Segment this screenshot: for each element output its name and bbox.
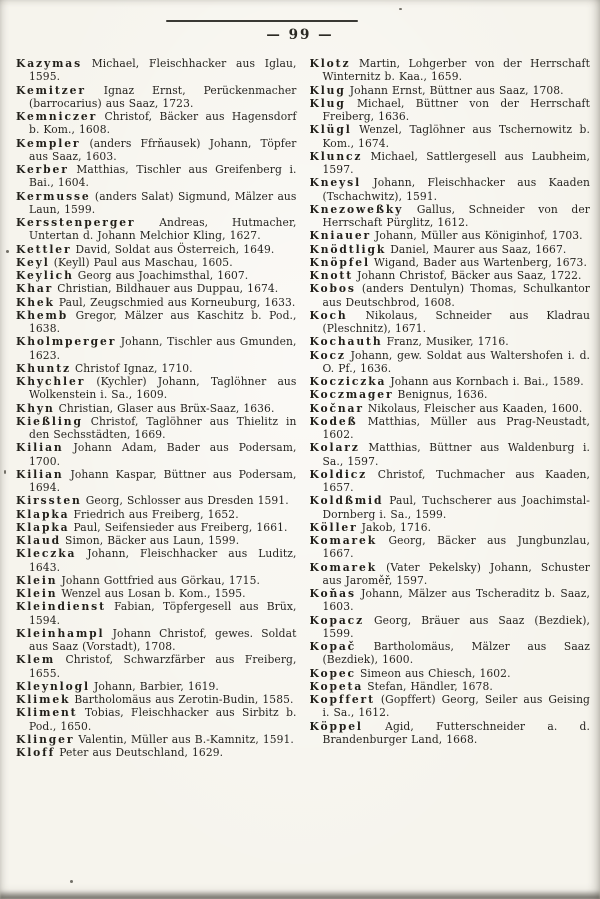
entry-details: Nikolaus, Fleischer aus Kaaden, 1600. [367,401,583,415]
register-entry [16,574,297,587]
register-entry [16,296,297,309]
entry-surname: Khemb [16,308,69,322]
entry-details: Christof, Schwarzfärber aus Freiberg, 1655. [29,653,297,680]
entry-surname: Klinger [16,732,75,746]
entry-details: Simon, Bäcker aus Laun, 1599. [65,534,240,547]
register-entry [16,282,297,295]
entry-details: Fabian, Töpfergesell aus Brüx, 1594. [29,600,297,627]
register-entry [310,97,591,124]
register-entry [310,693,591,720]
entry-surname: Kleinhampl [16,626,105,640]
register-entry [310,375,591,388]
entry-surname: Keyl [16,255,50,269]
entry-surname: Kliment [16,706,78,720]
entry-surname: Koňas [309,587,356,600]
register-entry [310,667,591,680]
entry-details: Peter aus Deutschland, 1629. [59,746,224,759]
entry-surname: Klimek [16,693,71,706]
entry-details: Stefan, Händler, 1678. [367,679,493,693]
entry-surname: Knott [309,269,354,282]
entry-details: Benignus, 1636. [397,388,488,402]
entry-surname: Klapka [16,507,70,521]
register-entry [310,282,591,309]
entry-surname: Khuntz [16,361,72,375]
register-entry [16,402,297,415]
entry-details: Georg, Schlosser aus Dresden 1591. [85,494,289,508]
register-entry [310,203,591,230]
entry-details: Agid, Futterschneider a. d. Brandenburger Land, 1668. [322,719,590,746]
register-entry [16,441,297,468]
register-entry [310,468,591,495]
entry-details: Christof, Bäcker aus Hagensdorf b. Kom., 1608. [29,110,297,137]
entry-details: (anders Salat) Sigmund, Mälzer aus Laun, 1599. [29,189,297,216]
entry-details: Michael, Sattlergesell aus Laubheim, 1597. [322,149,590,176]
entry-details: Gallus, Schneider von der Herrschaft Pürglitz, 1612. [322,202,590,229]
entry-surname: Kholmperger [16,335,117,349]
entry-surname: Khar [16,282,54,296]
entry-details: Bartholomäus aus Zerotin-Budin, 1585. [74,693,294,706]
register-entry [16,494,297,507]
entry-surname: Kleindienst [16,600,106,614]
register-entry [16,547,297,574]
entry-surname: Klug [309,83,346,97]
register-entry [16,600,297,627]
entry-details: Johann Ernst, Büttner aus Saaz, 1708. [349,83,564,97]
register-entry [16,309,297,336]
register-entry [310,720,591,747]
entry-surname: Kochauth [309,335,383,349]
register-entry [16,733,297,746]
entry-details: David, Soldat aus Österreich, 1649. [75,242,275,256]
register-entry [16,415,297,442]
register-entry [310,256,591,269]
entry-details: Paul, Zeugschmied aus Korneuburg, 1633. [58,295,296,309]
entry-details: (Keyll) Paul aus Maschau, 1605. [53,255,233,269]
entry-details: Wigand, Bader aus Wartenberg, 1673. [373,255,587,269]
register-entry [16,746,297,759]
entry-details: Christian, Bildhauer aus Duppau, 1674. [57,282,279,296]
entry-surname: Kempler [16,136,81,150]
entry-details: Johann Adam, Bader aus Podersam, 1700. [29,441,297,468]
register-entry [310,402,591,415]
entry-details: Georg, Bräuer aus Saaz (Bezdiek), 1599. [322,613,591,640]
entry-surname: Komarek [309,534,378,547]
left-column [16,57,297,759]
entry-surname: Kirssten [16,494,82,508]
entry-details: Simeon aus Chiesch, 1602. [359,666,511,680]
entry-details: Georg aus Joachimsthal, 1607. [77,269,249,282]
entry-details: Johann, Barbier, 1619. [93,679,219,693]
scan-artifact-top-line [166,20,358,22]
register-entry [16,216,297,243]
register-entry [310,309,591,336]
register-entry [16,57,297,84]
entry-details: Jakob, 1716. [361,520,432,534]
entry-surname: Klug [309,96,346,110]
entry-surname: Kloff [16,746,56,759]
entry-surname: Kobos [309,282,356,296]
scan-speck [70,880,73,883]
page-number: — 99 — [266,27,334,43]
entry-details: Andreas, Hutmacher, Untertan d. Johann Melchior Kling, 1627. [29,216,297,243]
entry-details: Paul, Seifensieder aus Freiberg, 1661. [73,520,288,534]
entry-surname: Kniauer [309,229,372,243]
entry-surname: Klaud [16,534,62,547]
register-entry [310,335,591,348]
entry-details: Franz, Musiker, 1716. [386,335,509,349]
scan-speck [4,470,6,474]
register-entry [16,190,297,217]
entry-surname: Kopec [309,666,356,680]
register-entry [16,335,297,362]
entry-surname: Kilian [16,467,64,481]
entry-details: Daniel, Maurer aus Saaz, 1667. [390,242,567,256]
entry-details: Ignaz Ernst, Perückenmacher (barrocarius) aus Saaz, 1723. [29,83,297,110]
register-entry [16,163,297,190]
register-entry [16,706,297,733]
entry-details: Bartholomäus, Mälzer aus Saaz (Bezdiek), 1600. [322,640,590,667]
entry-surname: Köller [309,520,358,534]
entry-details: Christof Ignaz, 1710. [75,361,193,375]
entry-surname: Koczmager [309,388,394,402]
entry-details: Christian, Glaser aus Brüx-Saaz, 1636. [58,401,275,415]
register-entry [16,84,297,111]
entry-surname: Kocz [309,348,346,362]
register-entry [16,375,297,402]
register-entry [310,521,591,534]
register-entry [310,150,591,177]
entry-surname: Kopeta [309,679,364,693]
register-entry [16,110,297,137]
entry-surname: Koch [309,308,348,322]
register-entry [16,587,297,600]
entry-details: Friedrich aus Freiberg, 1652. [73,507,239,521]
entry-details: Tobias, Fleischhacker aus Sirbitz b. Pod., 1650. [29,706,297,733]
entry-surname: Kilian [16,441,64,455]
entry-details: Johann, Mälzer aus Tscheraditz b. Saaz, 1603. [322,587,590,614]
register-entry [16,693,297,706]
scan-speck [399,8,402,10]
entry-surname: Knezoweßky [309,202,404,216]
register-entry [310,269,591,282]
register-entry [16,653,297,680]
entry-details: Christof, Taglöhner aus Thielitz in den Sechsstädten, 1669. [29,414,297,441]
entry-surname: Kolarz [309,441,360,455]
entry-surname: Klein [16,573,58,587]
register-entry [16,508,297,521]
register-entry [310,123,591,150]
right-column [310,57,591,759]
register-entry [310,561,591,588]
entry-surname: Kerber [16,163,69,176]
entry-surname: Kluncz [309,149,363,163]
register-entry [310,415,591,442]
entry-surname: Köppel [309,719,363,733]
register-entry [310,494,591,521]
entry-surname: Kermusse [16,189,91,203]
entry-details: Wenzel, Taglöhner aus Tschernowitz b. Kom., 1674. [322,123,591,150]
register-entry [16,362,297,375]
entry-surname: Kleynlogl [16,679,90,693]
entry-surname: Kießling [16,414,83,428]
entry-details: Christof, Tuchmacher aus Kaaden, 1657. [322,467,590,494]
entry-surname: Kneysl [309,176,362,190]
entry-surname: Kemniczer [16,110,98,123]
entry-details: Johann, Fleischhacker aus Kaaden (Tschachwitz), 1591. [322,176,590,203]
register-entry [310,243,591,256]
register-entry [310,680,591,693]
entry-details: Johann Christof, gewes. Soldat aus Saaz (Vorstadt), 1708. [29,626,297,653]
entry-details: Nikolaus, Schneider aus Kladrau (Pleschnitz), 1671. [322,308,591,335]
entry-details: Michael, Büttner von der Herrschaft Freiberg, 1636. [322,96,591,123]
register-entry [16,627,297,654]
register-entry [16,269,297,282]
entry-surname: Kopffert [309,693,375,706]
entry-surname: Kersstenperger [16,216,136,229]
entry-surname: Khyn [16,401,55,415]
entry-details: Valentin, Müller aus B.-Kamnitz, 1591. [78,732,294,746]
register-entry [310,388,591,401]
scan-artifact-bottom-smudge [0,890,600,899]
entry-surname: Khychler [16,375,86,388]
register-entry [310,441,591,468]
entry-surname: Khek [16,295,55,309]
entry-surname: Keylich [16,269,74,282]
entry-details: Johann, Müller aus Königinhof, 1703. [375,229,583,243]
entry-surname: Kodeß [309,414,358,428]
entry-details: Martin, Lohgerber von der Herrschaft Winternitz b. Kaa., 1659. [322,57,590,84]
register-entry [16,256,297,269]
entry-details: Matthias, Tischler aus Greifenberg i. Bai., 1604. [29,163,297,190]
entry-surname: Kazymas [16,57,83,70]
register-entry [310,349,591,376]
entry-details: Wenzel aus Losan b. Kom., 1595. [61,587,246,600]
entry-surname: Koldicz [309,467,368,481]
entry-details: Johann Christof, Bäcker aus Saaz, 1722. [357,269,582,282]
entry-details: (Kychler) Johann, Taglöhner aus Wolkenstein i. Sa., 1609. [29,375,297,402]
register-entry [310,534,591,561]
register-entry [310,614,591,641]
entry-surname: Knödtligk [309,242,387,256]
entry-surname: Klapka [16,520,70,534]
register-entry [16,468,297,495]
entry-surname: Koldßmid [309,494,384,508]
entry-surname: Klem [16,653,56,667]
register-entry [310,640,591,667]
entry-details: Johann, Tischler aus Gmunden, 1623. [29,335,297,362]
register-entry [310,84,591,97]
register-entry [16,534,297,547]
entry-surname: Kettler [16,242,72,256]
register-entry [16,137,297,164]
entry-surname: Kemitzer [16,83,86,97]
entry-details: Michael, Fleischhacker aus Iglau, 1595. [29,57,297,84]
entry-surname: Kopacz [309,613,365,627]
entry-details: (anders Dentulyn) Thomas, Schulkantor aus Deutschbrod, 1608. [322,282,590,309]
entry-details: Johann, Fleischhacker aus Luditz, 1643. [29,547,297,574]
register-columns [0,43,600,759]
register-entry [16,521,297,534]
entry-surname: Kočnar [309,401,364,415]
entry-details: (Gopffert) Georg, Seiler aus Geising i. Sa., 1612. [322,693,590,720]
entry-details: (Vater Pekelsky) Johann, Schuster aus Jaroměř, 1597. [322,560,590,587]
register-entry [16,680,297,693]
entry-details: Paul, Tuchscherer aus Joachimstal-Dornberg i. Sa., 1599. [322,494,591,521]
entry-surname: Klügl [309,123,352,137]
entry-surname: Komarek [309,560,378,574]
entry-surname: Klein [16,587,58,600]
entry-surname: Klotz [309,57,351,70]
entry-details: Matthias, Büttner aus Waldenburg i. Sa., 1597. [322,441,590,468]
entry-details: Gregor, Mälzer aus Kaschitz b. Pod., 1638. [29,308,297,335]
entry-details: Matthias, Müller aus Prag-Neustadt, 1602. [322,414,590,441]
entry-surname: Knöpfel [309,255,370,269]
entry-details: Johann Gottfried aus Görkau, 1715. [61,573,260,587]
register-entry [310,176,591,203]
entry-surname: Kopač [309,640,357,653]
entry-details: Johann, gew. Soldat aus Waltershofen i. d. O. Pf., 1636. [322,348,591,375]
entry-details: Johann aus Kornbach i. Bai., 1589. [390,375,584,388]
entry-surname: Kocziczka [309,375,387,388]
entry-surname: Kleczka [16,547,77,561]
register-entry [310,587,591,614]
scan-speck [6,250,9,253]
register-entry [16,243,297,256]
entry-details: Johann Kaspar, Büttner aus Podersam, 1694. [29,467,297,494]
entry-details: (anders Ffrňausek) Johann, Töpfer aus Saaz, 1603. [29,136,297,163]
register-entry [310,57,591,84]
entry-details: Georg, Bäcker aus Jungbunzlau, 1667. [322,534,590,561]
register-entry [310,229,591,242]
